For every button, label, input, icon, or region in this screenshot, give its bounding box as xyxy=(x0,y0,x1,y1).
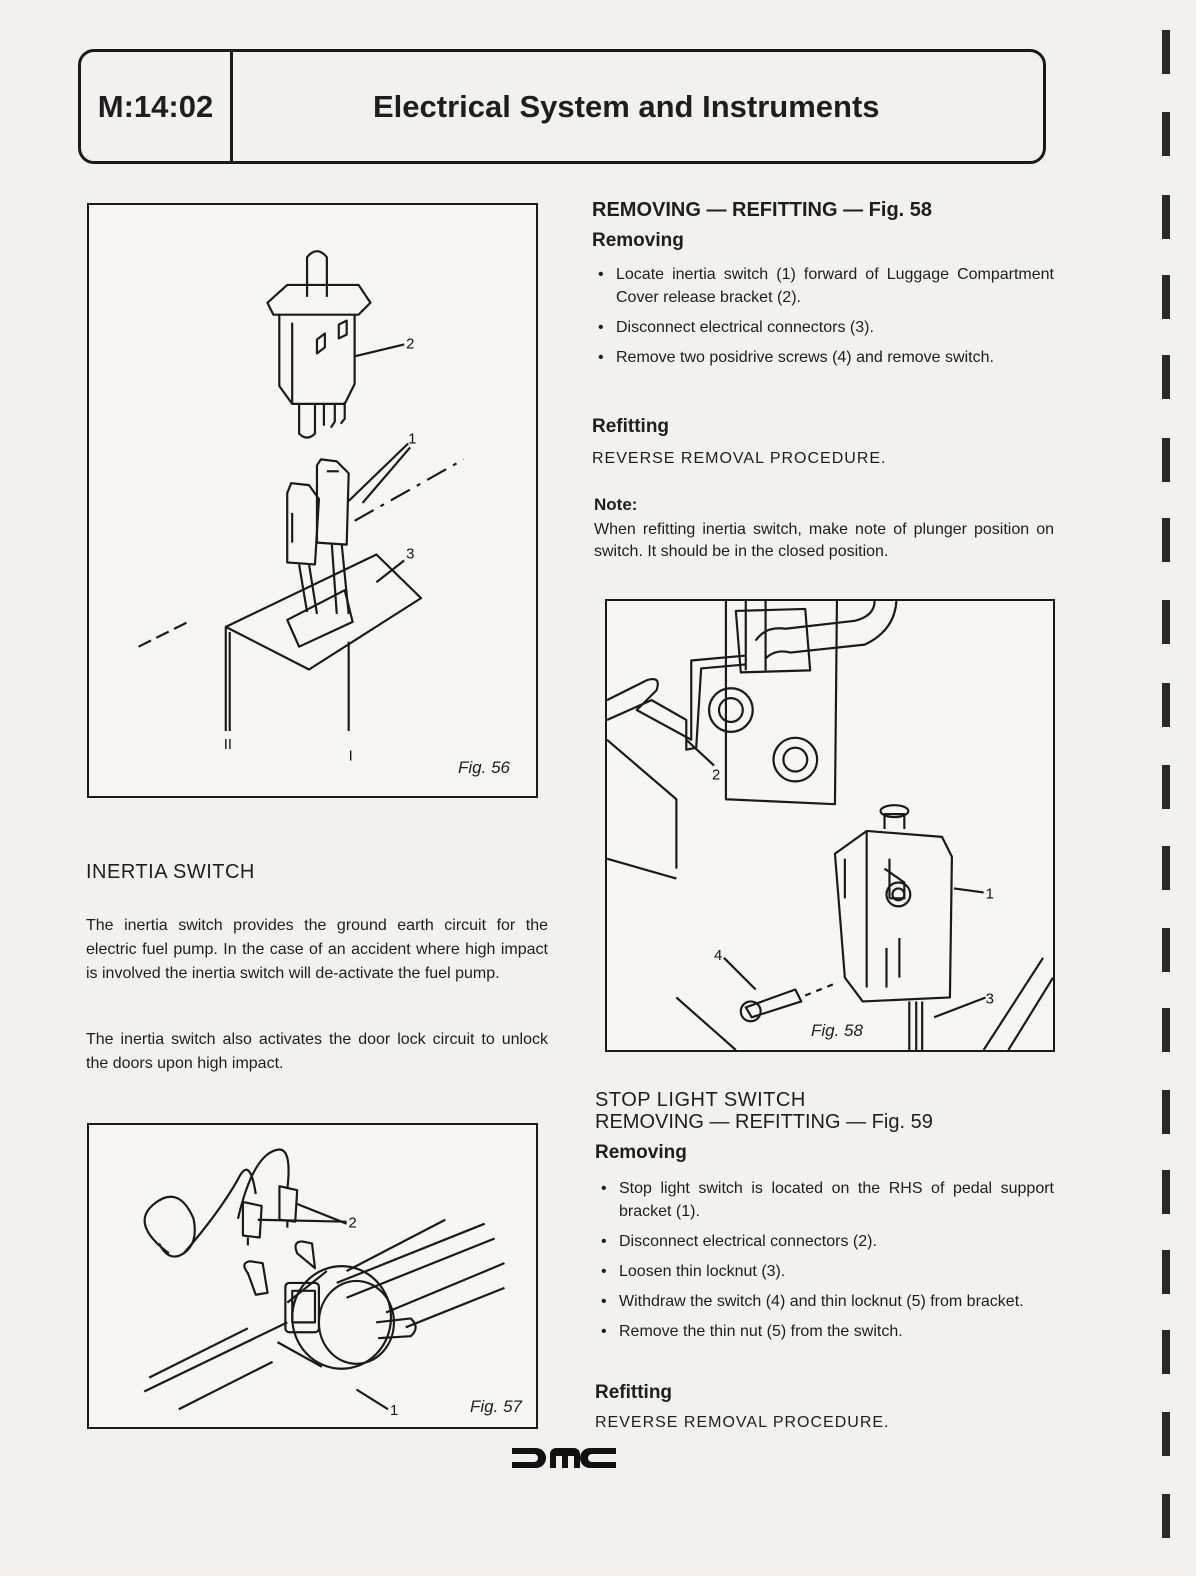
list-item: • Remove the thin nut (5) from the switch. xyxy=(597,1320,1054,1343)
leg-mark: II xyxy=(223,736,233,753)
figure-caption: Fig. 58 xyxy=(811,1021,863,1040)
removing-label: Removing xyxy=(592,230,684,251)
figure-56 xyxy=(87,203,538,798)
callout-1: 1 xyxy=(985,886,994,903)
leg-mark: I xyxy=(348,748,353,765)
refitting-label: Refitting xyxy=(595,1382,673,1403)
figure-57 xyxy=(87,1123,538,1429)
inertia-heading: INERTIA SWITCH xyxy=(86,861,255,883)
callout-2: 2 xyxy=(712,767,721,784)
inertia-switch-diagram xyxy=(89,205,536,796)
note-text: When refitting inertia switch, make note of plunger position on switch. It should be in the closed position. xyxy=(594,521,1054,560)
list-item: • Stop light switch is located on the RHS of pedal support bracket (1). xyxy=(597,1177,1054,1223)
list-item: • Locate inertia switch (1) forward of Luggage Compartment Cover release bracket (2). xyxy=(594,263,1054,309)
refitting-text: REVERSE REMOVAL PROCEDURE. xyxy=(592,450,887,467)
removing-steps-list xyxy=(594,263,1054,376)
binding-tab xyxy=(1162,846,1170,890)
callout-3: 3 xyxy=(406,546,415,563)
binding-tab xyxy=(1162,112,1170,156)
stop-light-switch-diagram xyxy=(89,1125,536,1427)
callout-1: 1 xyxy=(389,1403,399,1420)
binding-tab xyxy=(1162,518,1170,562)
callout-2: 2 xyxy=(406,336,415,353)
list-item: • Disconnect electrical connectors (3). xyxy=(594,316,1054,339)
binding-tab xyxy=(1162,600,1170,644)
stop-light-removing-refitting-heading: REMOVING — REFITTING — Fig. 59 xyxy=(595,1111,933,1133)
dmc-logo xyxy=(512,1448,616,1468)
inertia-paragraph-2: The inertia switch also activates the door lock circuit to unlock the doors upon high impact. xyxy=(86,1031,548,1072)
stop-light-steps-list xyxy=(597,1177,1054,1350)
binding-tab xyxy=(1162,928,1170,972)
inertia-switch-location-diagram xyxy=(607,601,1053,1050)
binding-tab xyxy=(1162,1008,1170,1052)
page-header xyxy=(78,49,1046,164)
removing-refitting-heading: REMOVING — REFITTING — Fig. 58 xyxy=(592,199,933,221)
callout-4: 4 xyxy=(714,947,723,964)
section-code: M:14:02 xyxy=(81,52,233,161)
list-item: • Loosen thin locknut (3). xyxy=(597,1260,1054,1283)
list-item: • Disconnect electrical connectors (2). xyxy=(597,1230,1054,1253)
binding-tab xyxy=(1162,1250,1170,1294)
binding-tab xyxy=(1162,1330,1170,1374)
figure-58 xyxy=(605,599,1055,1052)
binding-tab xyxy=(1162,1170,1170,1214)
list-item: • Remove two posidrive screws (4) and remove switch. xyxy=(594,346,1054,369)
binding-tab xyxy=(1162,195,1170,239)
refitting-text: REVERSE REMOVAL PROCEDURE. xyxy=(595,1414,890,1431)
binding-tab xyxy=(1162,683,1170,727)
callout-1: 1 xyxy=(408,431,417,448)
removing-label: Removing xyxy=(595,1142,687,1163)
note-label: Note: xyxy=(594,495,638,514)
binding-tab xyxy=(1162,765,1170,809)
callout-3: 3 xyxy=(985,991,994,1008)
inertia-paragraph-1: The inertia switch provides the ground earth circuit for the electric fuel pump. In the case of an accident where high impact is involved the inertia switch will de-activate the fuel pump. xyxy=(86,917,548,982)
figure-caption: Fig. 57 xyxy=(470,1397,522,1416)
page-title: Electrical System and Instruments xyxy=(373,88,880,124)
binding-tab xyxy=(1162,438,1170,482)
binding-tab xyxy=(1162,275,1170,319)
binding-tab xyxy=(1162,1412,1170,1456)
binding-tab xyxy=(1162,30,1170,74)
binding-tab xyxy=(1162,1494,1170,1538)
callout-2: 2 xyxy=(348,1215,357,1232)
binding-tab xyxy=(1162,355,1170,399)
list-item: • Withdraw the switch (4) and thin locknut (5) from bracket. xyxy=(597,1290,1054,1313)
stop-light-heading: STOP LIGHT SWITCH xyxy=(595,1089,806,1111)
figure-caption: Fig. 56 xyxy=(458,758,510,777)
refitting-label: Refitting xyxy=(592,416,670,437)
binding-tab xyxy=(1162,1090,1170,1134)
